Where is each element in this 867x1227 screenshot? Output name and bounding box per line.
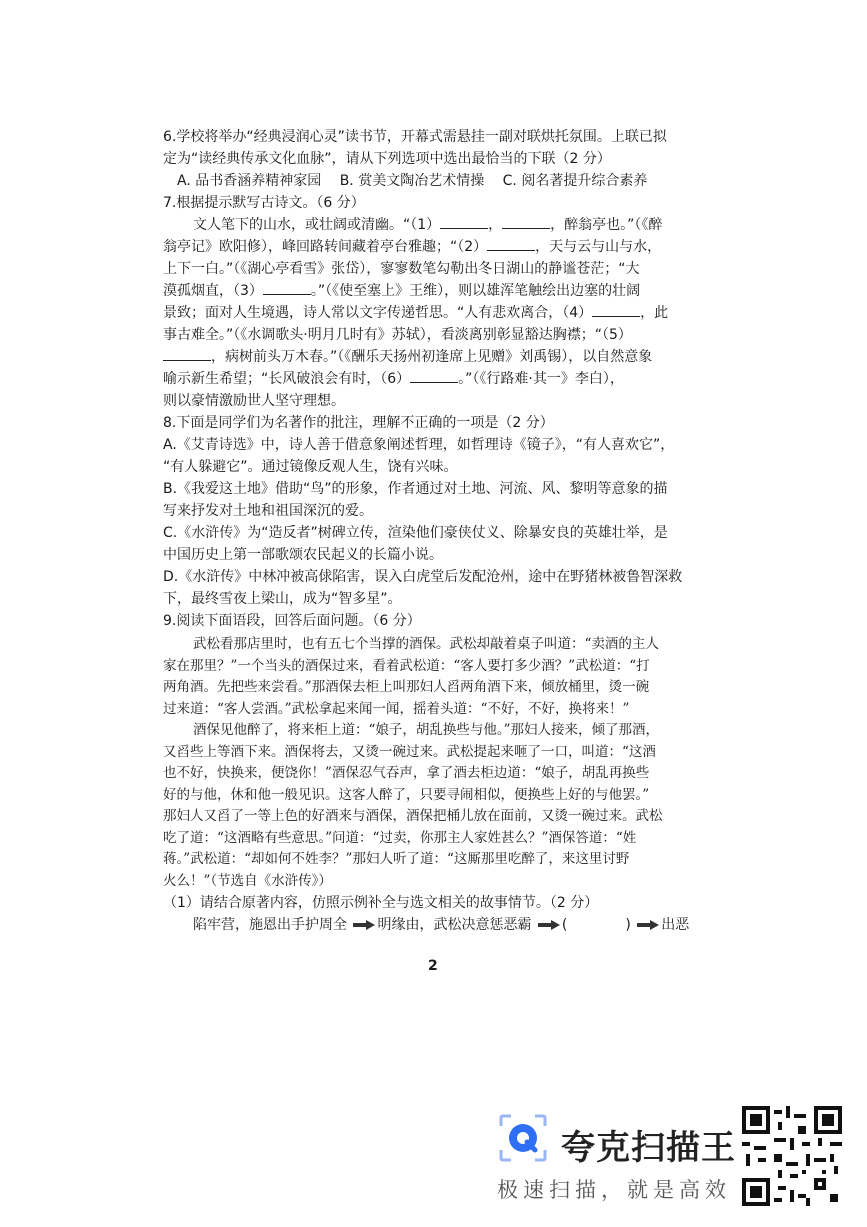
right-arrow-icon (353, 920, 375, 930)
blank-1b (502, 214, 550, 229)
watermark (497, 1112, 737, 1207)
q8-option-d-2: 下，最终雪夜上梁山，成为“智多星”。 (163, 591, 402, 607)
q7-line-7: ，病树前头万木春。”（《酬乐天扬州初逢席上见赠》刘禹锡），以自然意象 (163, 346, 711, 368)
q8-option-a-1: A.《艾青诗选》中，诗人善于借意象阐述哲理，如哲理诗《镜子》，“有人喜欢它”， (163, 437, 675, 453)
q8-option-b-1: B.《我爱这土地》借助“鸟”的形象，作者通过对土地、河流、风、黎明等意象的描 (163, 481, 668, 497)
exam-content (163, 126, 711, 936)
blank-4 (592, 302, 640, 317)
passage-line: 也不好，快换来，便饶你！”酒保忍气吞声，拿了酒去柜边道：“娘子，胡乱再换些 (163, 765, 650, 781)
q8-option-c-1: C.《水浒传》为“造反者”树碑立传，渲染他们豪侠仗义、除暴安良的英雄壮举，是 (163, 525, 668, 541)
q7-line-4: 漠孤烟直，（3） 。”（《使至塞上》王维），则以雄浑笔触绘出边塞的壮阔 (163, 280, 711, 302)
blank-3 (263, 280, 311, 295)
q8-option-a-2: “有人躲避它”。通过镜像反观人生，饶有兴味。 (163, 459, 458, 475)
brand-name: 夸克扫描王 (561, 1128, 736, 1168)
quark-logo-icon (497, 1112, 549, 1164)
q8-option-c-2: 中国历史上第一部歌颂农民起义的长篇小说。 (163, 547, 443, 563)
q6-line-1: 6.学校将举办“经典浸润心灵”读书节，开幕式需悬挂一副对联烘托氛围。上联已拟 (163, 129, 667, 145)
blank-2 (487, 236, 535, 251)
passage-line: 那妇人又舀了一等上色的好酒来与酒保，酒保把桶儿放在面前，又烫一碗过来。武松 (163, 808, 663, 824)
q9-heading: 9.阅读下面语段，回答后面问题。（6 分） (163, 613, 421, 629)
passage-line: 酒保见他醉了，将来柜上道：“娘子，胡乱换些与他。”那妇人接来，倾了那酒， (193, 722, 660, 738)
passage-line: 火么！”（节选自《水浒传》） (163, 872, 332, 889)
passage-line: 过来道：“客人尝酒。”武松拿起来闻一闻，摇着头道：“不好，不好，换将来！” (163, 700, 630, 717)
q9-plot-chain: 陷牢营，施恩出手护周全 明缘由，武松决意惩恶霸 ( ) 出恶 (193, 917, 690, 933)
right-arrow-icon (538, 920, 560, 930)
brand-slogan: 极速扫描，就是高效 (497, 1178, 731, 1202)
blank-5 (163, 346, 211, 361)
right-arrow-icon (637, 920, 659, 930)
passage-line: 两角酒。先把些来尝看。”那酒保去柜上叫那妇人舀两角酒下来，倾放桶里，烫一碗 (163, 679, 650, 695)
q8-heading: 8.下面是同学们为名著作的批注，理解不正确的一项是（2 分） (163, 415, 554, 431)
qr-code-icon (742, 1106, 842, 1206)
passage-line: 蒋。”武松道：“却如何不姓李？”那妇人听了道：“这厮那里吃醉了，来这里讨野 (163, 851, 630, 867)
q9-passage (163, 634, 711, 892)
passage-line: 家在那里？”一个当头的酒保过来，看着武松道：“客人要打多少酒？”武松道：“打 (163, 657, 650, 674)
q7-line-8: 喻示新生希望；“长风破浪会有时，（6） 。”（《行路难·其一》李白）， (163, 368, 711, 390)
q6-option-b: B. 赏美文陶冶艺术情操 (339, 173, 485, 189)
q6-option-a: A. 品书香涵养精神家园 (177, 173, 322, 189)
passage-line: 又舀些上等酒下来。酒保将去，又烫一碗过来。武松提起来咂了一口，叫道：“这酒 (163, 743, 656, 760)
q7-line-9: 则以豪情激励世人坚守理想。 (163, 393, 345, 409)
q6-line-2: 定为“读经典传承文化血脉”，请从下列选项中选出最恰当的下联（2 分） (163, 151, 611, 167)
passage-line: 好的与他，休和他一般见识。这客人醉了，只要寻闹相似，便换些上好的与他罢。” (163, 786, 650, 803)
q7-line-5: 景致；面对人生境遇，诗人常以文字传递哲思。“人有悲欢离合，（4） ，此 (163, 302, 711, 324)
page-number: 2 (428, 958, 438, 974)
q7-line-1: 文人笔下的山水，或壮阔或清幽。“（1） ， ，醉翁亭也。”（《醉 (163, 214, 711, 236)
q8-option-b-2: 写来抒发对土地和祖国深沉的爱。 (163, 503, 373, 519)
blank-6 (410, 368, 458, 383)
passage-line: 武松看那店里时，也有五七个当撑的酒保。武松却敲着桌子叫道：“卖酒的主人 (193, 636, 659, 652)
q7-line-2: 翁亭记》欧阳修），峰回路转间藏着亭台雅趣；“（2） ，天与云与山与水， (163, 236, 711, 258)
q7-line-3: 上下一白。”（《湖心亭看雪》张岱），寥寥数笔勾勒出冬日湖山的静谧苍茫；“大 (163, 261, 640, 277)
q7-heading: 7.根据提示默写古诗文。（6 分） (163, 195, 365, 211)
q7-line-6: 事古难全。”（《水调歌头·明月几时有》苏轼），看淡离别彰显豁达胸襟；“（5） (163, 327, 632, 343)
q8-option-d-1: D.《水浒传》中林冲被高俅陷害，误入白虎堂后发配沧州，途中在野猪林被鲁智深救 (163, 569, 683, 585)
q6-options (163, 170, 711, 192)
q9-sub-1: （1）请结合原著内容，仿照示例补全与选文相关的故事情节。（2 分） (163, 895, 599, 911)
q6-option-c: C. 阅名著提升综合素养 (502, 173, 648, 189)
blank-1a (440, 214, 488, 229)
passage-line: 吃了道：“这酒略有些意思。”问道：“过卖，你那主人家姓甚么？”酒保答道：“姓 (163, 829, 637, 846)
